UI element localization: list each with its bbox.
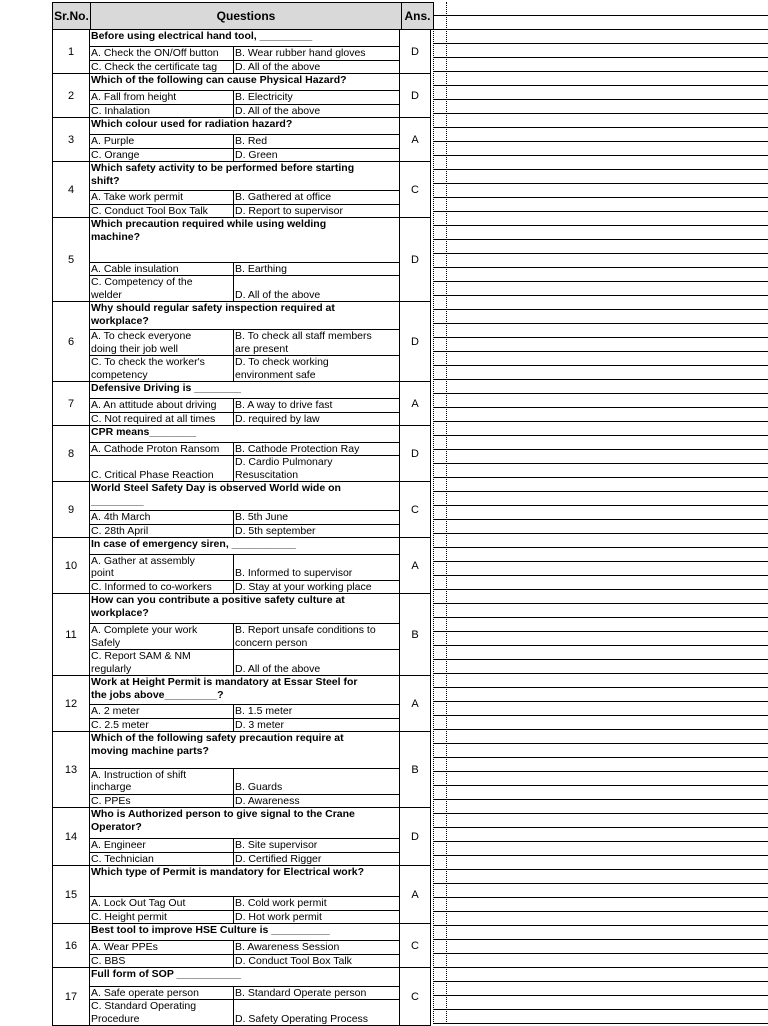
options-row-1 — [90, 90, 399, 104]
question-cell — [90, 808, 400, 866]
option-c: C. Critical Phase Reaction — [90, 456, 234, 481]
table-row — [53, 538, 433, 594]
options-row-2 — [90, 275, 399, 301]
options-row-2 — [90, 455, 399, 481]
options-row-1 — [90, 838, 399, 852]
table-row — [53, 382, 433, 426]
option-a: A. An attitude about driving — [90, 399, 234, 412]
serial-number: 2 — [53, 74, 90, 118]
question-text: World Steel Safety Day is observed World wide on _________ — [91, 482, 341, 507]
option-d: D. 3 meter — [235, 718, 285, 731]
serial-number: 5 — [53, 218, 90, 302]
question-text: Before using electrical hand tool, _________ — [91, 30, 313, 42]
serial-number: 8 — [53, 426, 90, 482]
option-b: B. 5th June — [235, 511, 289, 523]
options-row-1 — [90, 940, 399, 954]
serial-number: 6 — [53, 302, 90, 382]
options-row-2 — [90, 60, 399, 74]
header-ans: Ans. — [402, 3, 434, 30]
option-c: C. PPEs — [90, 795, 234, 808]
table-row — [53, 866, 433, 924]
option-c: C. Informed to co-workers — [90, 581, 234, 594]
quiz-table — [52, 2, 433, 1026]
option-b: B. Report unsafe conditions to concern person — [235, 624, 376, 649]
option-d: D. All of the above — [235, 60, 321, 73]
options-row-2 — [90, 999, 399, 1025]
question-cell — [90, 382, 400, 426]
question-text: Which of the following safety precaution require at moving machine parts? — [91, 732, 344, 757]
option-d: D. Certified Rigger — [235, 852, 322, 865]
option-b: B. Electricity — [235, 91, 293, 103]
option-c: C. Height permit — [90, 911, 234, 924]
header-sr: Sr.No. — [53, 3, 91, 30]
option-c: C. Check the certificate tag — [90, 61, 234, 74]
options-row-2 — [90, 355, 399, 381]
option-a: A. Instruction of shift incharge — [90, 769, 234, 794]
options-row-1 — [90, 134, 399, 148]
options-row-1 — [90, 329, 399, 355]
question-cell — [90, 30, 400, 74]
option-a: A. Safe operate person — [90, 987, 234, 1000]
answer-cell: D — [400, 74, 431, 118]
answer-cell: B — [400, 594, 431, 676]
option-b: B. Cathode Protection Ray — [235, 442, 360, 455]
option-a: A. Lock Out Tag Out — [90, 897, 234, 910]
options-row-2 — [90, 954, 399, 968]
option-b: B. To check all staff members are present — [235, 330, 372, 355]
option-d: D. To check working environment safe — [235, 356, 329, 381]
question-cell — [90, 538, 400, 594]
options-row-1 — [90, 768, 399, 794]
option-b: B. Gathered at office — [235, 191, 332, 203]
option-a: A. Cable insulation — [90, 263, 234, 276]
option-d: D. 5th september — [235, 524, 316, 537]
option-a: A. Wear PPEs — [90, 941, 234, 954]
option-a: A. Purple — [90, 135, 234, 148]
option-a: A. Check the ON/Off button — [90, 47, 234, 60]
options-row-1 — [90, 986, 399, 1000]
serial-number: 10 — [53, 538, 90, 594]
answer-cell: D — [400, 302, 431, 382]
question-text: Which type of Permit is mandatory for Electrical work? — [91, 866, 365, 878]
table-row — [53, 732, 433, 808]
serial-number: 4 — [53, 162, 90, 218]
option-b: B. Guards — [235, 781, 283, 793]
table-row — [53, 808, 433, 866]
answer-cell: C — [400, 482, 431, 538]
option-c: C. Conduct Tool Box Talk — [90, 205, 234, 218]
option-d: D. Report to supervisor — [235, 204, 343, 217]
option-c: C. Technician — [90, 853, 234, 866]
option-b: B. Wear rubber hand gloves — [235, 47, 366, 59]
question-cell — [90, 866, 400, 924]
answer-cell: A — [400, 118, 431, 162]
options-row-1 — [90, 510, 399, 524]
option-a: A. 4th March — [90, 511, 234, 524]
table-row — [53, 218, 433, 302]
option-b: B. Earthing — [235, 262, 287, 275]
answer-cell: A — [400, 676, 431, 732]
answer-cell: C — [400, 924, 431, 968]
option-b: B. Cold work permit — [235, 897, 327, 909]
option-a: A. Engineer — [90, 839, 234, 852]
serial-number: 3 — [53, 118, 90, 162]
option-b: B. A way to drive fast — [235, 399, 333, 411]
options-row-2 — [90, 852, 399, 866]
serial-number: 15 — [53, 866, 90, 924]
option-d: D. Conduct Tool Box Talk — [235, 954, 352, 967]
options-row-1 — [90, 554, 399, 580]
question-cell — [90, 426, 400, 482]
question-cell — [90, 732, 400, 808]
option-c: C. BBS — [90, 955, 234, 968]
answer-cell: A — [400, 538, 431, 594]
serial-number: 14 — [53, 808, 90, 866]
option-c: C. Report SAM & NM regularly — [90, 650, 234, 675]
options-row-1 — [90, 623, 399, 649]
option-a: A. Cathode Proton Ransom — [90, 443, 234, 456]
answer-cell: D — [400, 218, 431, 302]
option-d: D. required by law — [235, 412, 320, 425]
question-text: Work at Height Permit is mandatory at Essar Steel for the jobs above_________? — [91, 676, 358, 701]
table-row — [53, 924, 433, 968]
table-row — [53, 482, 433, 538]
question-text: Which colour used for radiation hazard? — [91, 118, 293, 130]
question-text: CPR means________ — [91, 426, 197, 438]
table-body — [53, 30, 433, 1026]
serial-number: 1 — [53, 30, 90, 74]
options-row-2 — [90, 204, 399, 218]
answer-cell: C — [400, 968, 431, 1026]
option-a: A. Complete your work Safely — [90, 624, 234, 649]
option-a: A. 2 meter — [90, 705, 234, 718]
options-row-1 — [90, 46, 399, 60]
table-row — [53, 426, 433, 482]
option-b: B. Informed to supervisor — [235, 567, 353, 579]
option-d: D. Hot work permit — [235, 910, 322, 923]
option-d: D. All of the above — [235, 662, 321, 675]
option-c: C. Orange — [90, 149, 234, 162]
question-cell — [90, 924, 400, 968]
question-text: Why should regular safety inspection required at workplace? — [91, 302, 335, 327]
options-row-1 — [90, 190, 399, 204]
serial-number: 7 — [53, 382, 90, 426]
question-text: Which of the following can cause Physical Hazard? — [91, 74, 347, 86]
option-d: D. Cardio Pulmonary Resuscitation — [235, 456, 333, 481]
option-a: A. Take work permit — [90, 191, 234, 204]
question-cell — [90, 302, 400, 382]
option-b: B. Red — [235, 135, 268, 147]
options-row-2 — [90, 580, 399, 594]
answer-grid-lines — [433, 2, 768, 1024]
question-cell — [90, 594, 400, 676]
answer-cell: B — [400, 732, 431, 808]
option-c: C. Inhalation — [90, 105, 234, 118]
serial-number: 9 — [53, 482, 90, 538]
table-row — [53, 968, 433, 1026]
options-row-2 — [90, 148, 399, 162]
table-header — [53, 3, 433, 30]
options-row-1 — [90, 896, 399, 910]
options-row-2 — [90, 794, 399, 808]
option-d: D. All of the above — [235, 104, 321, 117]
options-row-1 — [90, 704, 399, 718]
header-questions: Questions — [91, 3, 402, 30]
option-c: C. Not required at all times — [90, 413, 234, 426]
answer-cell: D — [400, 808, 431, 866]
question-text: Best tool to improve HSE Culture is __________ — [91, 924, 330, 936]
question-cell — [90, 74, 400, 118]
option-c: C. Standard Operating Procedure — [90, 1000, 234, 1025]
option-b: B. 1.5 meter — [235, 705, 293, 717]
answer-cell: A — [400, 382, 431, 426]
options-row-2 — [90, 718, 399, 732]
option-c: C. 2.5 meter — [90, 719, 234, 732]
options-row-1 — [90, 398, 399, 412]
question-cell — [90, 162, 400, 218]
option-a: A. Fall from height — [90, 91, 234, 104]
question-text: Full form of SOP ___________ — [91, 968, 241, 980]
table-row — [53, 118, 433, 162]
option-c: C. To check the worker's competency — [90, 356, 234, 381]
answer-cell: D — [400, 426, 431, 482]
question-text: Which safety activity to be performed before starting shift? — [91, 162, 355, 187]
answer-cell: A — [400, 866, 431, 924]
option-b: B. Awareness Session — [235, 941, 340, 953]
serial-number: 17 — [53, 968, 90, 1026]
option-d: D. Green — [235, 148, 278, 161]
option-d: D. All of the above — [235, 288, 321, 301]
option-c: C. 28th April — [90, 525, 234, 538]
option-d: D. Safety Operating Process — [235, 1012, 369, 1025]
question-cell — [90, 968, 400, 1026]
table-row — [53, 594, 433, 676]
question-cell — [90, 676, 400, 732]
option-d: D. Stay at your working place — [235, 580, 372, 593]
table-row — [53, 162, 433, 218]
table-row — [53, 30, 433, 74]
options-row-2 — [90, 104, 399, 118]
question-text: In case of emergency siren, ___________ — [91, 538, 296, 550]
option-a: A. Gather at assembly point — [90, 555, 234, 580]
answer-cell: C — [400, 162, 431, 218]
serial-number: 13 — [53, 732, 90, 808]
table-row — [53, 676, 433, 732]
options-row-2 — [90, 412, 399, 426]
question-text: Who is Authorized person to give signal to the Crane Operator? — [91, 808, 355, 833]
options-row-2 — [90, 524, 399, 538]
question-text: How can you contribute a positive safety culture at workplace? — [91, 594, 345, 619]
serial-number: 11 — [53, 594, 90, 676]
option-d: D. Awareness — [235, 794, 300, 807]
options-row-1 — [90, 442, 399, 456]
table-row — [53, 74, 433, 118]
option-b: B. Standard Operate person — [235, 986, 367, 999]
question-text: Which precaution required while using welding machine? — [91, 218, 327, 243]
table-row — [53, 302, 433, 382]
option-b: B. Site supervisor — [235, 839, 318, 851]
question-cell — [90, 482, 400, 538]
question-text: Defensive Driving is ________ — [91, 382, 242, 394]
option-c: C. Competency of the welder — [90, 276, 234, 301]
option-a: A. To check everyone doing their job well — [90, 330, 234, 355]
serial-number: 12 — [53, 676, 90, 732]
answer-cell: D — [400, 30, 431, 74]
options-row-2 — [90, 649, 399, 675]
question-cell — [90, 218, 400, 302]
serial-number: 16 — [53, 924, 90, 968]
question-cell — [90, 118, 400, 162]
options-row-1 — [90, 262, 399, 276]
options-row-2 — [90, 910, 399, 924]
